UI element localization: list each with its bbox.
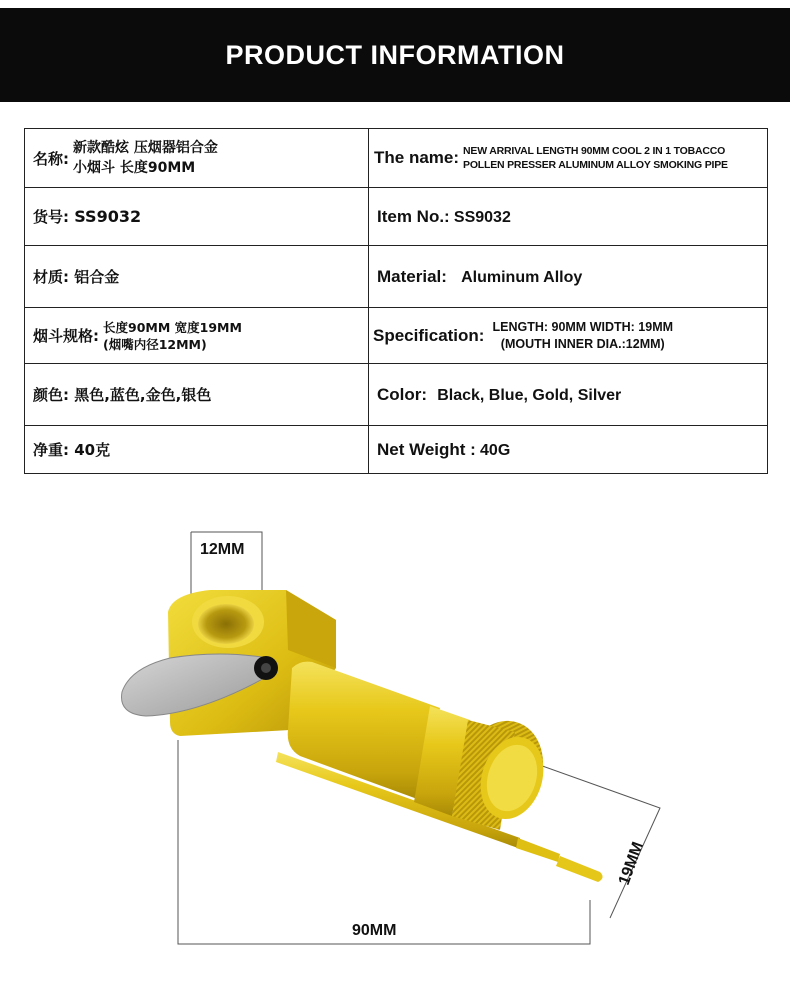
table-row-name <box>25 129 768 188</box>
en-cell-name <box>369 129 768 188</box>
en-cell-item-no <box>369 188 768 246</box>
en-label-color: Color: <box>377 384 428 404</box>
cn-value-spec-line1: 长度90MM 宽度19MM <box>103 319 242 335</box>
product-photo <box>0 500 790 983</box>
cn-cell-specification <box>25 308 369 364</box>
en-value-color: Black, Blue, Gold, Silver <box>437 386 622 404</box>
en-value-item-no: SS9032 <box>453 208 511 226</box>
cn-label-net-weight: 净重: <box>33 441 69 459</box>
cn-cell-item-no <box>25 188 369 246</box>
table-row-material <box>25 246 768 308</box>
en-label-net-weight: Net Weight : <box>377 439 476 459</box>
cn-label-item-no: 货号: <box>33 208 69 226</box>
cn-value-name-line1: 新款酷炫 压烟器铝合金 <box>73 140 218 156</box>
cn-cell-name <box>25 129 369 188</box>
cn-cell-material <box>25 246 369 308</box>
en-label-material: Material: <box>377 266 447 286</box>
en-label-name: The name: <box>374 148 460 167</box>
cn-label-name: 名称: <box>33 149 69 168</box>
en-value-material: Aluminum Alloy <box>461 268 583 286</box>
dim-label-width: 19MM <box>615 839 647 888</box>
pipe-tube <box>288 662 556 830</box>
cn-value-material: 铝合金 <box>74 268 120 286</box>
en-value-spec-line1: LENGTH: 90MM WIDTH: 19MM <box>492 319 674 334</box>
cn-value-name-line2: 小烟斗 长度90MM <box>73 160 196 176</box>
en-cell-material <box>369 246 768 308</box>
en-cell-color <box>369 364 768 426</box>
cn-label-specification: 烟斗规格: <box>33 327 99 345</box>
table-row-specification <box>25 308 768 364</box>
en-cell-specification <box>369 308 768 364</box>
en-value-spec-line2: (MOUTH INNER DIA.:12MM) <box>500 336 665 351</box>
page-title: PRODUCT INFORMATION <box>225 39 565 70</box>
en-label-item-no: Item No.: <box>377 206 450 226</box>
dim-label-mouth: 12MM <box>200 541 245 558</box>
cn-value-spec-line2: (烟嘴内径12MM) <box>103 336 207 352</box>
en-value-net-weight: 40G <box>480 441 511 459</box>
en-cell-net-weight <box>369 426 768 474</box>
en-label-specification: Specification: <box>373 325 485 345</box>
table-row-item-no <box>25 188 768 246</box>
header-banner <box>0 8 790 102</box>
cn-value-net-weight: 40克 <box>74 441 111 459</box>
dim-label-length: 90MM <box>352 922 397 939</box>
en-value-name-line1: NEW ARRIVAL LENGTH 90MM COOL 2 IN 1 TOBACCO <box>463 145 726 157</box>
cn-value-item-no: SS9032 <box>74 207 142 226</box>
en-value-name-line2: POLLEN PRESSER ALUMINUM ALLOY SMOKING PIPE <box>463 159 728 171</box>
product-info-table <box>24 128 768 474</box>
cn-label-color: 颜色: <box>33 386 69 404</box>
cn-label-material: 材质: <box>33 268 69 286</box>
cn-cell-net-weight <box>25 426 369 474</box>
table-row-color <box>25 364 768 426</box>
cn-value-color: 黑色,蓝色,金色,银色 <box>74 386 212 404</box>
cn-cell-color <box>25 364 369 426</box>
table-row-net-weight <box>25 426 768 474</box>
